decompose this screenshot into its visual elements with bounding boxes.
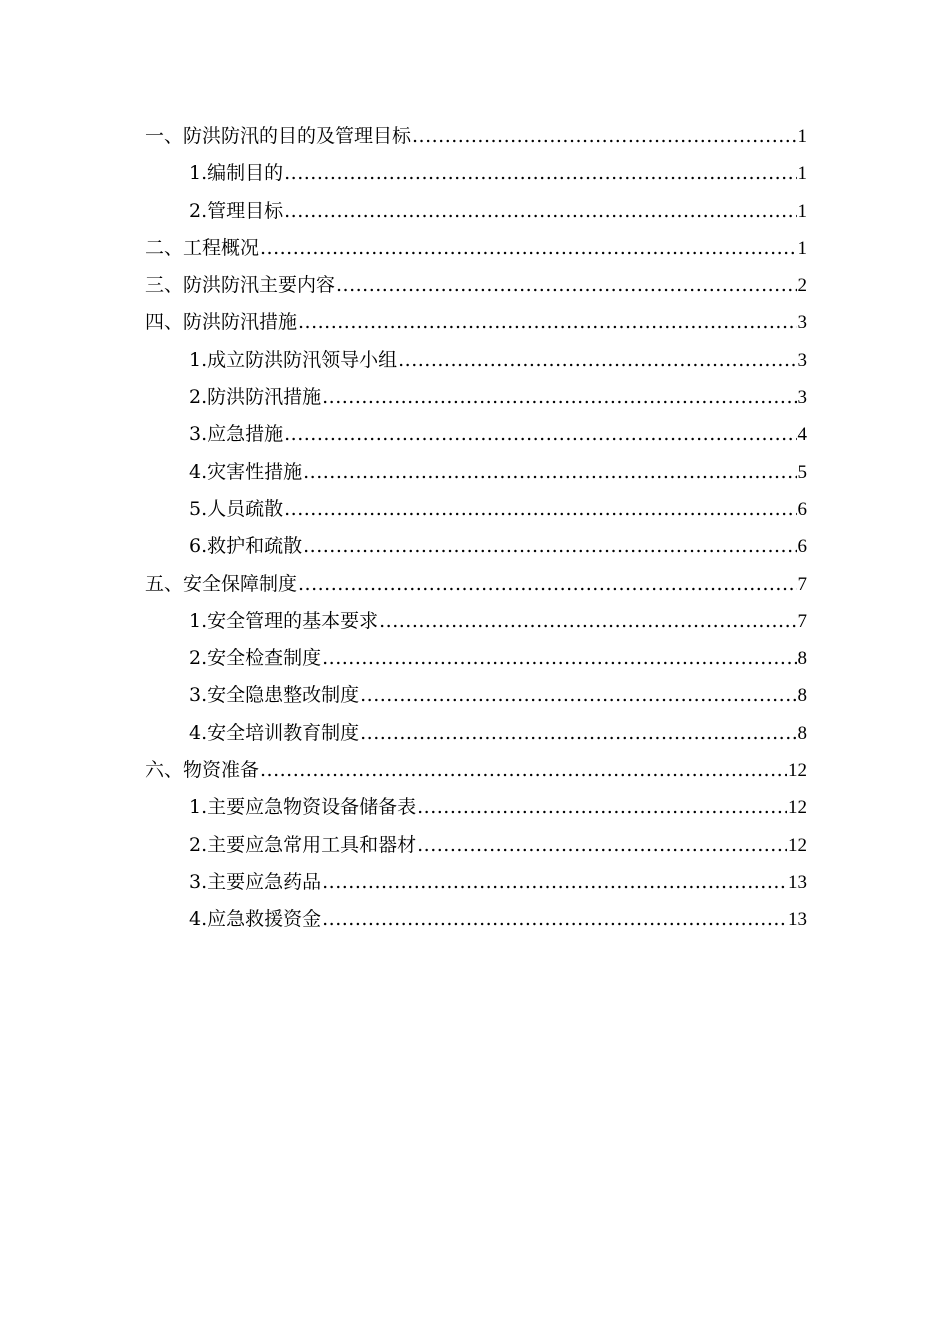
toc-dot-leader: [284, 491, 796, 528]
toc-entry[interactable]: [145, 193, 807, 230]
toc-page-number: 3: [797, 312, 807, 334]
toc-entry-title: 4.灾害性措施: [189, 460, 303, 483]
toc-dot-leader: [303, 454, 796, 491]
toc-dot-leader: [412, 118, 796, 155]
toc-dot-leader: [284, 416, 796, 453]
toc-page-number: 13: [788, 871, 807, 893]
toc-page-number: 12: [788, 760, 807, 782]
toc-page-number: 8: [797, 722, 807, 744]
toc-entry[interactable]: [145, 566, 807, 603]
toc-page-number: 8: [797, 685, 807, 707]
toc-dot-leader: [284, 193, 796, 230]
toc-page-number: 13: [788, 909, 807, 931]
toc-entry-title: 4.应急救援资金: [189, 908, 322, 931]
toc-page-number: 6: [797, 498, 807, 520]
toc-dot-leader: [417, 827, 787, 864]
table-of-contents: [145, 118, 807, 939]
toc-entry[interactable]: [145, 677, 807, 714]
toc-entry-title: 3.安全隐患整改制度: [189, 684, 360, 707]
toc-entry[interactable]: [145, 789, 807, 826]
toc-page-number: 4: [797, 424, 807, 446]
toc-dot-leader: [298, 304, 796, 341]
toc-entry[interactable]: [145, 603, 807, 640]
toc-dot-leader: [260, 230, 796, 267]
toc-page-number: 7: [797, 610, 807, 632]
toc-dot-leader: [417, 789, 787, 826]
toc-entry[interactable]: [145, 304, 807, 341]
toc-page-number: 1: [797, 237, 807, 259]
toc-entry-title: 4.安全培训教育制度: [189, 721, 360, 744]
toc-entry[interactable]: [145, 155, 807, 192]
toc-dot-leader: [322, 901, 787, 938]
toc-entry-title: 二、工程概况: [145, 236, 260, 259]
toc-dot-leader: [322, 864, 787, 901]
toc-entry[interactable]: [145, 416, 807, 453]
toc-entry[interactable]: [145, 640, 807, 677]
toc-dot-leader: [398, 342, 796, 379]
toc-entry-title: 2.管理目标: [189, 199, 284, 222]
toc-page-number: 1: [797, 163, 807, 185]
toc-entry[interactable]: [145, 342, 807, 379]
toc-entry-title: 2.防洪防汛措施: [189, 386, 322, 409]
toc-entry-title: 6.救护和疏散: [189, 535, 303, 558]
toc-entry[interactable]: [145, 379, 807, 416]
toc-entry-title: 2.主要应急常用工具和器材: [189, 833, 417, 856]
toc-page-number: 12: [788, 797, 807, 819]
toc-entry[interactable]: [145, 528, 807, 565]
toc-dot-leader: [336, 267, 796, 304]
toc-page-number: 7: [797, 573, 807, 595]
toc-dot-leader: [284, 155, 796, 192]
toc-entry-title: 3.主要应急药品: [189, 870, 322, 893]
toc-entry-title: 1.安全管理的基本要求: [189, 609, 379, 632]
toc-entry[interactable]: [145, 715, 807, 752]
toc-dot-leader: [379, 603, 796, 640]
toc-entry[interactable]: [145, 267, 807, 304]
toc-page-number: 6: [797, 536, 807, 558]
toc-dot-leader: [360, 715, 796, 752]
toc-entry[interactable]: [145, 230, 807, 267]
toc-entry-title: 一、防洪防汛的目的及管理目标: [145, 125, 412, 147]
toc-dot-leader: [322, 640, 796, 677]
toc-entry[interactable]: [145, 454, 807, 491]
toc-page-number: 1: [797, 126, 807, 147]
toc-dot-leader: [260, 752, 787, 789]
toc-page-number: 3: [797, 387, 807, 409]
toc-entry[interactable]: [145, 752, 807, 789]
toc-entry[interactable]: [145, 901, 807, 938]
toc-entry-title: 四、防洪防汛措施: [145, 311, 298, 334]
toc-dot-leader: [298, 566, 796, 603]
toc-entry-title: 六、物资准备: [145, 759, 260, 782]
toc-page-number: 2: [797, 275, 807, 297]
toc-entry-title: 5.人员疏散: [189, 497, 284, 520]
toc-page-number: 8: [797, 648, 807, 670]
toc-page-number: 3: [797, 349, 807, 371]
toc-entry-title: 五、安全保障制度: [145, 572, 298, 595]
toc-dot-leader: [303, 528, 796, 565]
toc-entry[interactable]: [145, 118, 807, 155]
toc-entry-title: 1.主要应急物资设备储备表: [189, 796, 417, 819]
toc-entry[interactable]: [145, 864, 807, 901]
toc-entry-title: 三、防洪防汛主要内容: [145, 274, 336, 297]
toc-page-number: 5: [797, 461, 807, 483]
toc-entry[interactable]: [145, 827, 807, 864]
toc-dot-leader: [360, 677, 796, 714]
toc-dot-leader: [322, 379, 796, 416]
toc-entry-title: 2.安全检查制度: [189, 647, 322, 670]
toc-page-number: 1: [797, 200, 807, 222]
toc-page-number: 12: [788, 834, 807, 856]
toc-entry-title: 3.应急措施: [189, 423, 284, 446]
toc-entry-title: 1.编制目的: [189, 162, 284, 185]
toc-entry[interactable]: [145, 491, 807, 528]
toc-entry-title: 1.成立防洪防汛领导小组: [189, 348, 398, 371]
